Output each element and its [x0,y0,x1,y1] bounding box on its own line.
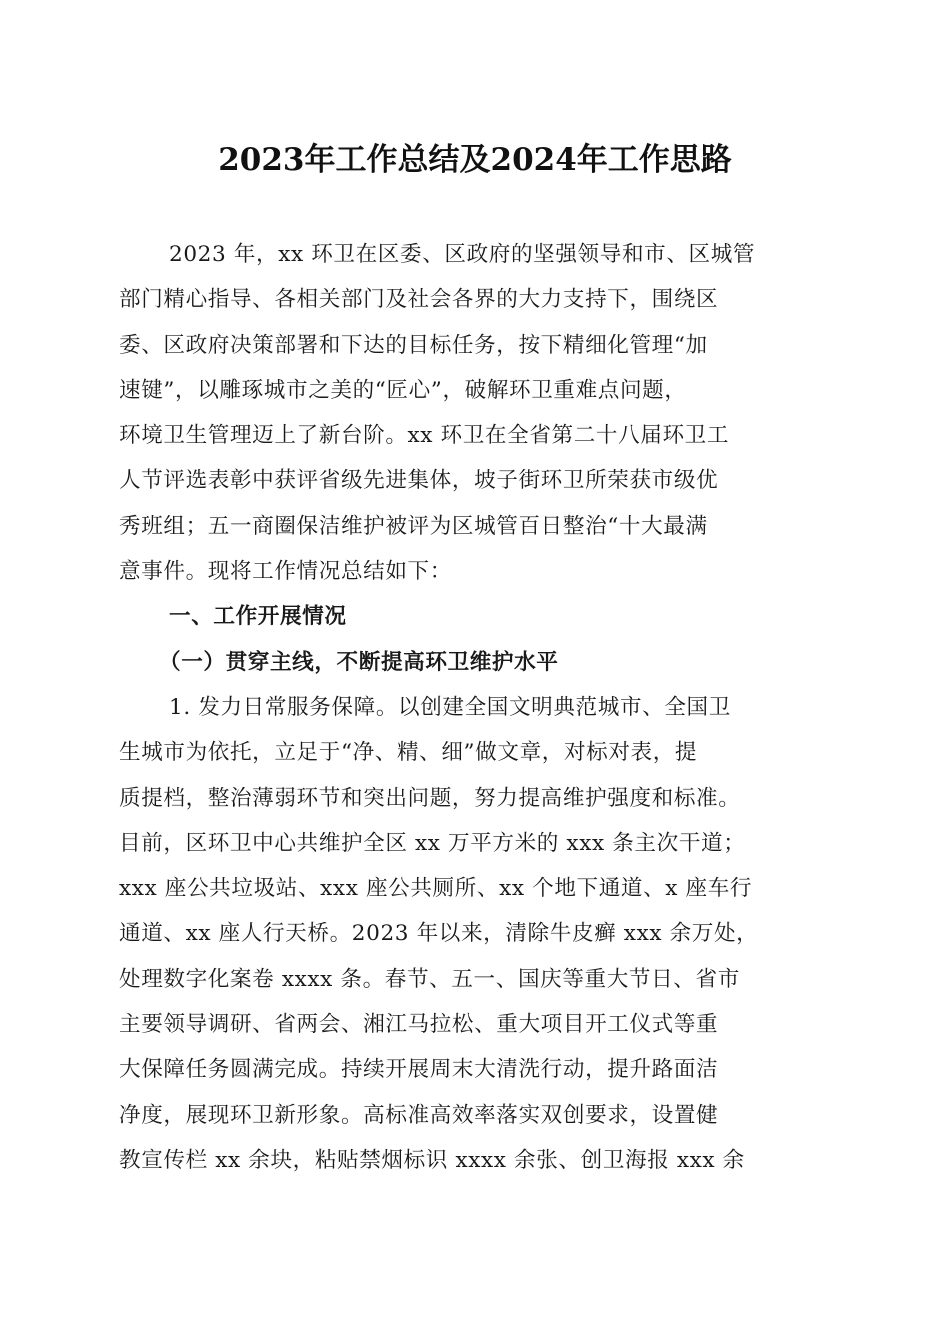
intro-line: 2023 年，xx 环卫在区委、区政府的坚强领导和市、区城管 [169,242,756,267]
intro-line: 环境卫生管理迈上了新台阶。xx 环卫在全省第二十八届环卫工 [119,423,730,449]
paragraph-line: 大保障任务圆满完成。持续开展周末大清洗行动，提升路面洁 [119,1057,719,1083]
paragraph-line: xxx 座公共垃圾站、xxx 座公共厕所、xx 个地下通道、x 座车行 [119,876,753,902]
paragraph-line: 生城市为依托，立足于“净、精、细”做文章，对标对表，提 [119,740,698,766]
intro-line: 速键”，以雕琢城市之美的“匠心”，破解环卫重难点问题， [119,377,687,403]
intro-line: 意事件。现将工作情况总结如下： [119,559,452,585]
paragraph-line: 教宣传栏 xx 余块，粘贴禁烟标识 xxxx 余张、创卫海报 xxx 余 [119,1147,745,1173]
intro-line: 秀班组；五一商圈保洁维护被评为区城管百日整治“十大最满 [119,513,708,539]
intro-line: 人节评选表彰中获评省级先进集体，坡子街环卫所荣获市级优 [119,468,719,494]
intro-line: 委、区政府决策部署和下达的目标任务，按下精细化管理“加 [119,332,708,358]
document-body [119,232,831,1183]
paragraph-line: 净度，展现环卫新形象。高标准高效率落实双创要求，设置健 [119,1102,719,1128]
paragraph-line: 通道、xx 座人行天桥。2023 年以来，清除牛皮癣 xxx 余万处， [119,921,759,947]
intro-line: 部门精心指导、各相关部门及社会各界的大力支持下，围绕区 [119,287,719,313]
paragraph-line: 1. 发力日常服务保障。以创建全国文明典范城市、全国卫 [169,694,731,720]
paragraph-line: 目前，区环卫中心共维护全区 xx 万平方米的 xxx 条主次干道； [119,830,746,856]
paragraph-line: 主要领导调研、省两会、湘江马拉松、重大项目开工仪式等重 [119,1012,719,1038]
section-heading: 一、工作开展情况 [169,604,347,630]
paragraph-line: 质提档，整治薄弱环节和突出问题，努力提高维护强度和标准。 [119,785,741,811]
document-title: 2023年工作总结及2024年工作思路 [218,142,732,178]
paragraph-line: 处理数字化案卷 xxxx 条。春节、五一、国庆等重大节日、省市 [119,966,740,992]
subsection-heading: （一）贯穿主线，不断提高环卫维护水平 [159,649,559,675]
